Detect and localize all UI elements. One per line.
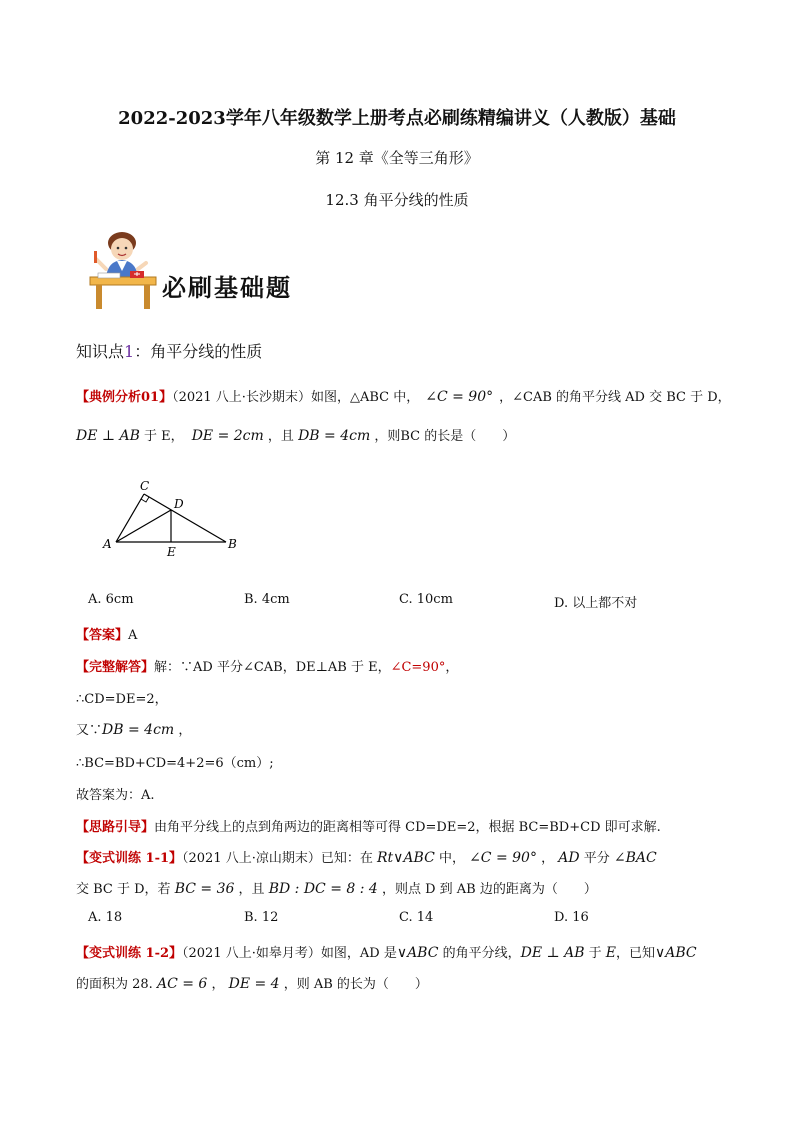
variant1-math-bc: BC = 36: [174, 881, 235, 897]
variant1-option-b: B. 12: [244, 910, 279, 925]
example-line-1: [76, 386, 731, 405]
example-text-2c: ，则BC 的长是（ ）: [370, 429, 516, 444]
variant2-math-de: DE = 4: [228, 976, 280, 992]
hint-line: [76, 816, 661, 835]
variant2-line-2: [76, 973, 428, 992]
example-option-c: C. 10cm: [399, 592, 453, 607]
answer-value: A: [128, 628, 138, 643]
variant2-text-1c: 于: [584, 946, 606, 961]
solution-text-3b: ，: [174, 723, 192, 738]
example-option-a: A. 6cm: [88, 592, 134, 607]
variant2-text-2a: 的面积为 28.: [76, 977, 157, 992]
chapter-title: 第 12 章《全等三角形》: [315, 149, 479, 167]
example-tag: 【典例分析01】: [76, 390, 173, 405]
label-c: C: [140, 479, 150, 493]
label-d: D: [174, 497, 184, 511]
section-title: 12.3 角平分线的性质: [325, 191, 469, 209]
solution-text-3a: 又∵: [76, 723, 103, 738]
variant2-math-de-perp-ab: DE ⊥ AB: [520, 945, 585, 961]
variant2-text-1b: 的角平分线，: [438, 946, 521, 961]
example-option-d: D. 以上都不对: [554, 596, 638, 611]
kp-prefix: 知识点: [76, 342, 125, 361]
variant1-math-ratio: BD : DC = 8 : 4: [268, 881, 378, 897]
variant2-text-2c: ，则 AB 的长为（ ）: [279, 977, 428, 992]
variant1-option-a: A. 18: [88, 910, 123, 925]
variant1-math-angle-bac: ∠BAC: [613, 850, 657, 866]
knowledge-point-heading: [76, 339, 262, 362]
kp-suffix: ：角平分线的性质: [134, 342, 263, 361]
label-b: B: [228, 537, 237, 551]
variant2-tag: 【变式训练 1-2】: [76, 946, 183, 961]
teacher-at-desk-icon: [84, 229, 164, 315]
example-text-2b: ，且: [263, 429, 299, 444]
variant2-text-1d: ，已知: [616, 946, 656, 961]
variant2-source: （2021 八上·如皋月考）: [182, 946, 321, 961]
example-text-1b: ，∠CAB 的角平分线 AD 交 BC 于 D，: [499, 390, 731, 405]
segment-ac: [116, 494, 144, 542]
variant1-math-ad: AD: [558, 850, 580, 866]
triangle-figure: [100, 474, 250, 564]
example-math-de: DE = 2cm: [191, 428, 264, 444]
variant2-math-abc-2: ∨ABC: [655, 945, 697, 961]
variant1-text-1b: 中，: [434, 851, 470, 866]
banner-title: 必刷基础题: [162, 273, 292, 302]
variant2-text-2b: ，: [207, 977, 229, 992]
variant2-line-1: [76, 942, 697, 961]
variant2-math-ac: AC = 6: [156, 976, 208, 992]
variant2-math-abc-1: ∨ABC: [396, 945, 439, 961]
variant2-math-e: E: [605, 945, 617, 961]
example-line-2: [76, 425, 515, 444]
variant1-text-2a: 交 BC 于 D，若: [76, 882, 175, 897]
solution-angle-c: ∠C=90°: [390, 660, 446, 675]
variant1-line-1: [76, 847, 657, 866]
variant1-text-2b: ，且: [234, 882, 269, 897]
solution-line-5: 故答案为：A.: [76, 788, 155, 803]
example-text-1a: 如图，△ABC 中，: [310, 390, 420, 405]
solution-tag: 【完整解答】: [76, 660, 155, 675]
variant1-math-rt: Rt∨ABC: [377, 850, 435, 866]
variant1-text-1a: 已知：在: [320, 851, 378, 866]
label-a: A: [103, 537, 112, 551]
variant1-text-2c: ，则点 D 到 AB 边的距离为（ ）: [377, 882, 597, 897]
variant1-math-angle-c: ∠C = 90°: [469, 850, 537, 866]
example-source: （2021 八上·长沙期末）: [172, 390, 311, 405]
solution-math-db: DB = 4cm: [102, 722, 175, 738]
variant1-option-d: D. 16: [554, 910, 589, 925]
variant2-text-1a: 如图，AD 是: [320, 946, 397, 961]
solution-line-4: ∴BC=BD+CD=4+2=6（cm）;: [76, 756, 274, 771]
variant1-text-1c: ，: [536, 851, 559, 866]
example-math-de-perp-ab: DE ⊥ AB: [76, 428, 140, 444]
answer-line: [76, 624, 137, 643]
segment-ad: [116, 510, 171, 542]
example-math-db: DB = 4cm: [298, 428, 371, 444]
example-option-b: B. 4cm: [244, 592, 290, 607]
hint-tag: 【思路引导】: [76, 820, 155, 835]
kp-number: 1: [124, 342, 135, 361]
document-title: 2022-2023学年八年级数学上册考点必刷练精编讲义（人教版）基础: [118, 108, 676, 129]
solution-line-1: [76, 656, 458, 675]
answer-tag: 【答案】: [76, 628, 129, 643]
solution-line-2: ∴CD=DE=2，: [76, 692, 168, 707]
variant1-option-c: C. 14: [399, 910, 434, 925]
example-math-angle-c: ∠C = 90°: [425, 389, 494, 405]
variant1-source: （2021 八上·凉山期末）: [182, 851, 321, 866]
variant1-tag: 【变式训练 1-1】: [76, 851, 183, 866]
solution-text-1a: 解：∵AD 平分∠CAB，DE⊥AB 于 E，: [154, 660, 391, 675]
label-e: E: [167, 545, 176, 559]
solution-text-1b: ，: [445, 660, 459, 675]
variant1-text-1d: 平分: [579, 851, 614, 866]
variant1-line-2: [76, 878, 597, 897]
hint-text: 由角平分线上的点到角两边的距离相等可得 CD=DE=2，根据 BC=BD+CD 即可求解.: [154, 820, 661, 835]
example-text-2a: 于 E，: [139, 429, 184, 444]
solution-line-3: [76, 719, 191, 738]
